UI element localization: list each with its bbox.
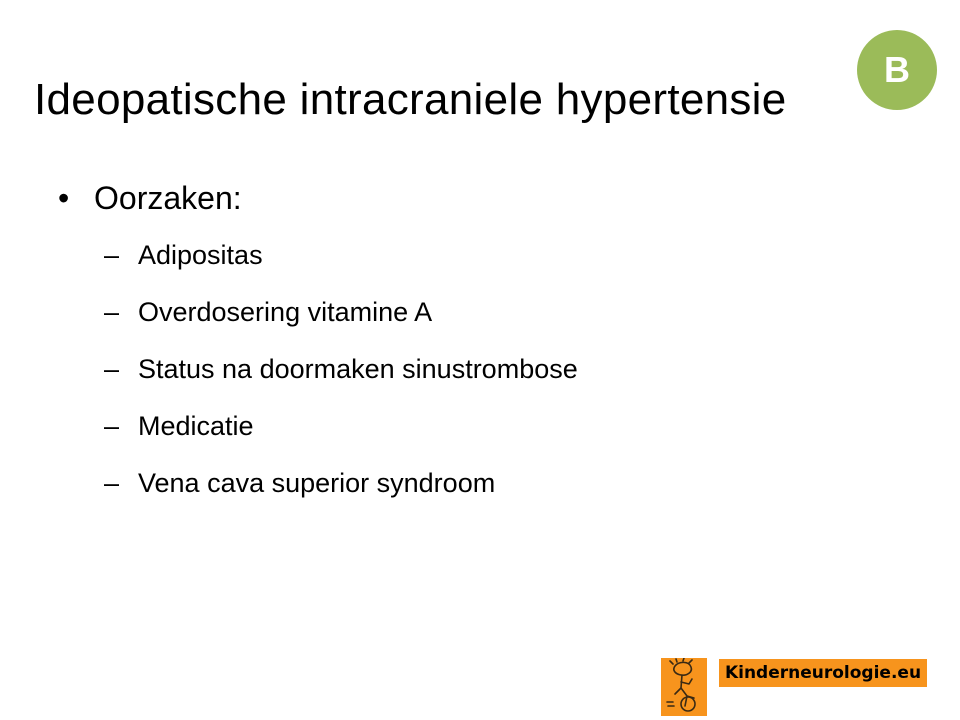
section-badge: B [857,30,937,110]
sub-bullet-label: Adipositas [138,240,263,270]
bullet-item [58,176,242,220]
bullet-label: Oorzaken: [94,180,242,216]
dash-marker: – [104,468,120,498]
site-logo-text: Kinderneurologie.eu [719,659,927,687]
dash-marker: – [104,354,120,384]
sub-bullet-item [104,350,578,388]
sub-bullet-item [104,407,578,445]
sub-bullet-label: Medicatie [138,411,254,441]
dash-marker: – [104,240,120,270]
sub-bullet-item [104,293,578,331]
sub-bullet-item [104,464,578,502]
dash-marker: – [104,411,120,441]
sub-bullet-item [104,236,578,274]
dash-marker: – [104,297,120,327]
child-figure-icon [661,658,707,716]
sub-bullet-label: Overdosering vitamine A [138,297,433,327]
bullet-marker: • [58,180,70,216]
sub-bullet-label: Vena cava superior syndroom [138,468,496,498]
slide-title: Ideopatische intracraniele hypertensie [34,75,787,124]
sub-bullet-label: Status na doormaken sinustrombose [138,354,578,384]
sub-bullet-list [104,236,578,521]
